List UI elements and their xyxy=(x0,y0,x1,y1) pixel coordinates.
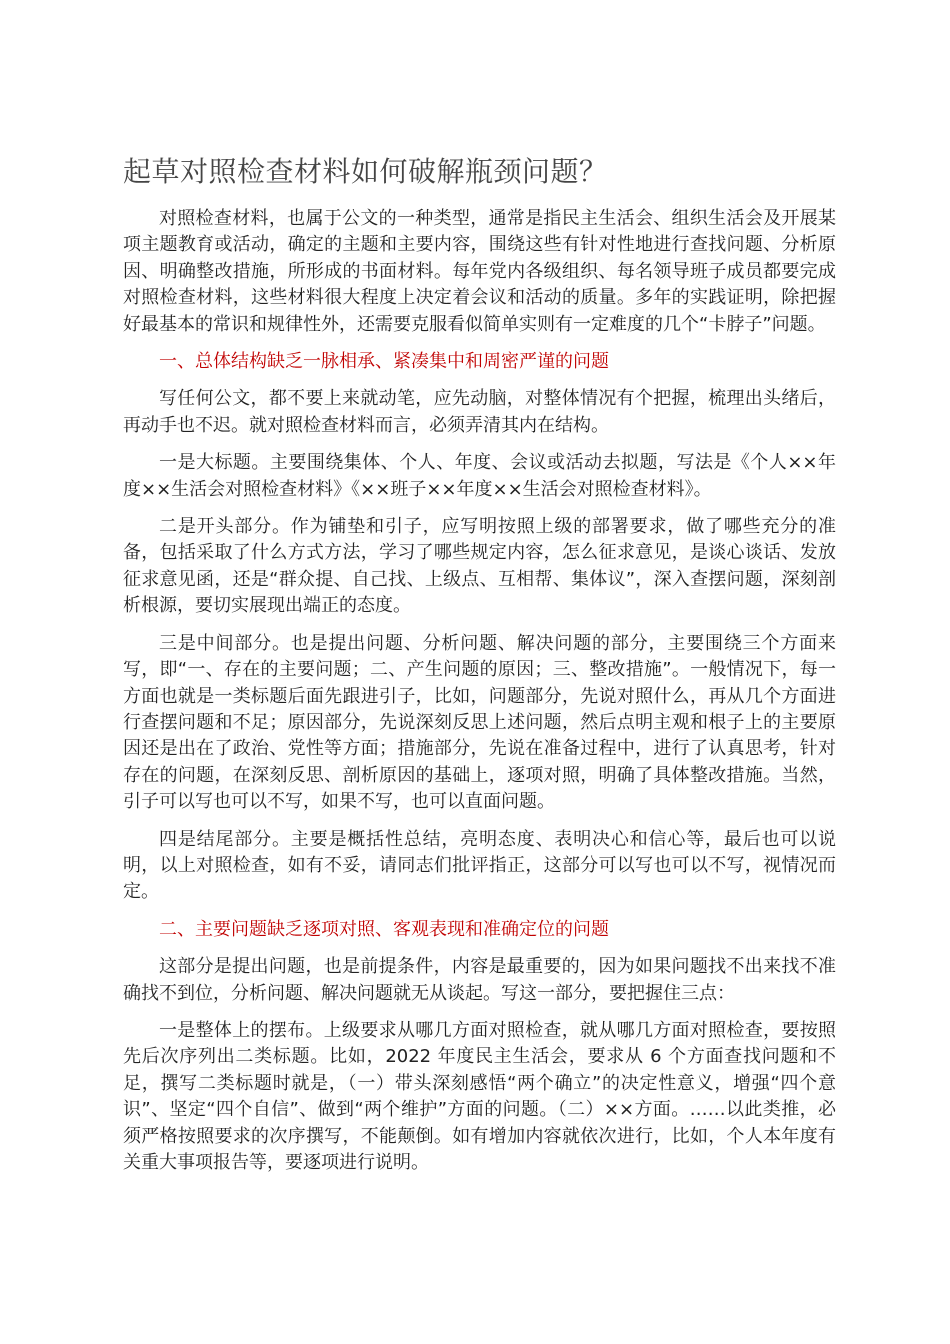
intro-paragraph: 对照检查材料，也属于公文的一种类型，通常是指民主生活会、组织生活会及开展某项主题教育或活动，确定的主题和主要内容，围绕这些有针对性地进行查找问题、分析原因、明确整改措施，所形成的书面材料。每年党内各级组织、每名领导班子成员都要完成对照检查材料，这些材料很大程度上决定着会议和活动的质量。多年的实践证明，除把握好最基本的常识和规律性外，还需要克服看似简单实则有一定难度的几个“卡脖子”问题。 xyxy=(123,208,836,335)
paragraph: 三是中间部分。也是提出问题、分析问题、解决问题的部分，主要围绕三个方面来写，即“一、存在的主要问题；二、产生问题的原因；三、整改措施”。一般情况下，每一方面也就是一类标题后面先跟进引子，比如，问题部分，先说对照什么，再从几个方面进行查摆问题和不足；原因部分，先说深刻反思上述问题，然后点明主观和根子上的主要原因还是出在了政治、党性等方面；措施部分，先说在准备过程中，进行了认真思考，针对存在的问题，在深刻反思、剖析原因的基础上，逐项对照，明确了具体整改措施。当然，引子可以写也可以不写，如果不写，也可以直面问题。 xyxy=(123,632,836,813)
paragraph: 这部分是提出问题，也是前提条件，内容是最重要的，因为如果问题找不出来找不准确找不到位，分析问题、解决问题就无从谈起。写这一部分，要把握住三点： xyxy=(123,956,836,1004)
paragraph: 一是大标题。主要围绕集体、个人、年度、会议或活动去拟题，写法是《个人××年度××生活会对照检查材料》《××班子××年度××生活会对照检查材料》。 xyxy=(123,452,836,500)
document-page xyxy=(123,152,836,1187)
paragraph: 四是结尾部分。主要是概括性总结，亮明态度、表明决心和信心等，最后也可以说明，以上对照检查，如有不妥，请同志们批评指正，这部分可以写也可以不写，视情况而定。 xyxy=(123,828,836,903)
section-heading-1: 一、总体结构缺乏一脉相承、紧凑集中和周密严谨的问题 xyxy=(159,351,609,373)
section-heading-2: 二、主要问题缺乏逐项对照、客观表现和准确定位的问题 xyxy=(159,918,609,940)
paragraph: 写任何公文，都不要上来就动笔，应先动脑，对整体情况有个把握，梳理出头绪后，再动手也不迟。就对照检查材料而言，必须弄清其内在结构。 xyxy=(123,388,836,436)
document-title: 起草对照检查材料如何破解瓶颈问题？ xyxy=(123,155,608,188)
paragraph: 一是整体上的摆布。上级要求从哪几方面对照检查，就从哪几方面对照检查，要按照先后次序列出二类标题。比如，2022 年度民主生活会，要求从 6 个方面查找问题和不足，撰写二类标题时就是，（一）带头深刻感悟“两个确立”的决定性意义，增强“四个意识”、坚定“四个自信”、做到“两个维护”方面的问题。（二）××方面。……以此类推，必须严格按照要求的次序撰写，不能颠倒。如有增加内容就依次进行，比如，个人本年度有关重大事项报告等，要逐项进行说明。 xyxy=(123,1019,836,1173)
paragraph: 二是开头部分。作为铺垫和引子，应写明按照上级的部署要求，做了哪些充分的准备，包括采取了什么方式方法，学习了哪些规定内容，怎么征求意见，是谈心谈话、发放征求意见函，还是“群众提、自己找、上级点、互相帮、集体议”，深入查摆问题，深刻剖析根源，要切实展现出端正的态度。 xyxy=(123,516,836,617)
